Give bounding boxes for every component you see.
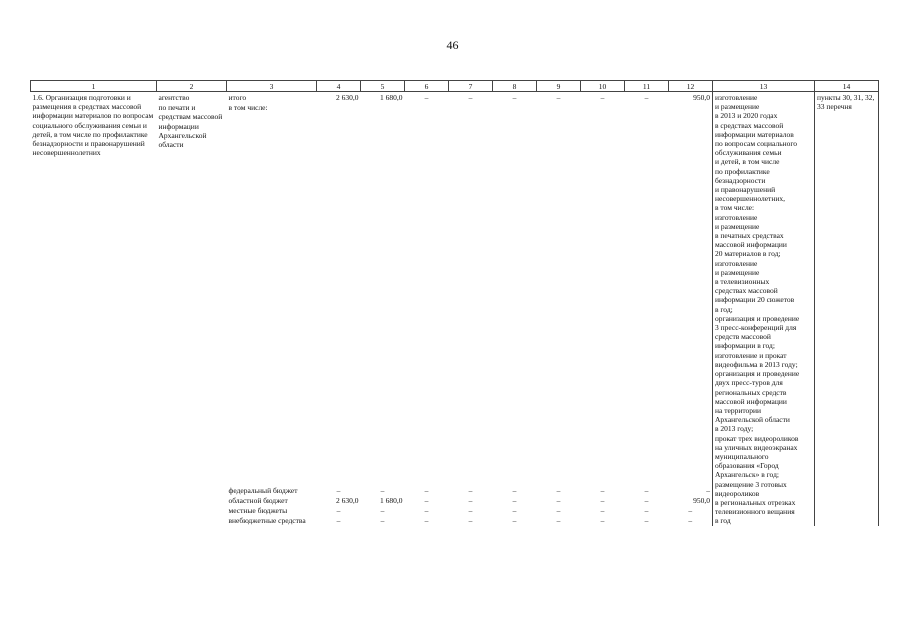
- result-line: 20 материалов в год;: [715, 249, 781, 259]
- column-header: 4: [317, 81, 361, 92]
- value-cell: –: [644, 93, 649, 102]
- result-line: массовой информации: [715, 396, 787, 406]
- value-cell: –: [512, 495, 517, 505]
- value-cell: [493, 102, 537, 485]
- result-line: обслуживания семьи: [715, 148, 782, 158]
- value-cell: –: [336, 485, 341, 495]
- value-cell: 1 680,0: [380, 93, 403, 102]
- result-line: Архангельск» в год;: [715, 470, 779, 480]
- value-cell: –: [600, 485, 605, 495]
- value-cell: –: [688, 506, 693, 516]
- result-line: в печатных средствах: [715, 231, 784, 241]
- value-cell: –: [644, 506, 649, 516]
- value-cell: –: [556, 485, 561, 495]
- result-line: и детей, в том числе: [715, 157, 780, 167]
- value-cell: 2 630,0: [336, 93, 359, 102]
- result-line: в региональных отрезках: [715, 497, 796, 507]
- value-cell: –: [468, 506, 473, 516]
- result-line: средств массовой: [715, 332, 771, 342]
- result-cell: [713, 92, 815, 526]
- activity-cell: 1.6. Организация подготовки и размещения в средствах массовой информации материалов по вопросам социального обслуживания семьи и детей, в том числе по профилактике безнадзорности и правонарушений несовершеннолетних: [32, 93, 154, 158]
- result-line: прокат трех видеороликов: [715, 433, 799, 443]
- value-cell: –: [336, 516, 341, 526]
- program-table-sheet: [30, 80, 878, 526]
- program-table: [30, 80, 879, 526]
- result-line: муниципального: [715, 451, 769, 461]
- column-header: 11: [625, 81, 669, 92]
- result-line: средствах массовой: [715, 286, 778, 296]
- result-line: телевизионного вещания: [715, 507, 795, 517]
- column-header: 9: [537, 81, 581, 92]
- result-line: образования «Город: [715, 461, 779, 471]
- value-cell: –: [644, 485, 649, 495]
- result-line: видеофильма в 2013 году;: [715, 359, 798, 369]
- value-cell: 950,0: [693, 93, 710, 102]
- column-header: 2: [157, 81, 227, 92]
- result-line: Архангельской области: [715, 415, 790, 425]
- value-cell: [449, 102, 493, 485]
- result-line: в том числе:: [715, 203, 755, 213]
- value-cell: [317, 102, 361, 485]
- value-cell: –: [380, 506, 385, 516]
- value-cell: –: [336, 506, 341, 516]
- value-cell: –: [512, 93, 517, 102]
- value-cell: 2 630,0: [336, 495, 359, 505]
- value-cell: 1 680,0: [380, 495, 403, 505]
- value-cell: –: [512, 485, 517, 495]
- value-cell: –: [424, 506, 429, 516]
- column-header: 6: [405, 81, 449, 92]
- value-cell: –: [706, 485, 710, 495]
- value-cell: –: [556, 506, 561, 516]
- value-cell: –: [600, 516, 605, 526]
- result-line: и размещение: [715, 267, 760, 277]
- value-cell: –: [380, 485, 385, 495]
- result-line: в 2013 году;: [715, 424, 754, 434]
- value-cell: –: [600, 93, 605, 102]
- source-label: областной бюджет: [228, 495, 288, 505]
- result-line: и размещение: [715, 221, 760, 231]
- value-cell: –: [424, 93, 429, 102]
- result-line: изготовление: [715, 93, 758, 102]
- value-cell: [405, 102, 449, 485]
- value-cell: –: [556, 516, 561, 526]
- value-cell: –: [512, 516, 517, 526]
- table-row: [31, 92, 879, 103]
- source-label: местные бюджеты: [228, 506, 288, 516]
- result-line: в год;: [715, 304, 733, 314]
- references-cell: пункты 30, 31, 32, 33 перечня: [815, 92, 879, 526]
- value-cell: –: [600, 495, 605, 505]
- column-header: 13: [713, 81, 815, 92]
- result-line: организация и проведение: [715, 313, 800, 323]
- value-cell: –: [468, 485, 473, 495]
- result-line: по профилактике: [715, 166, 770, 176]
- column-header: 8: [493, 81, 537, 92]
- result-line: несовершеннолетних,: [715, 194, 785, 204]
- column-header: 10: [581, 81, 625, 92]
- result-line: безнадзорности: [715, 175, 766, 185]
- source-label: в том числе:: [228, 103, 268, 113]
- value-cell: –: [644, 516, 649, 526]
- value-cell: –: [380, 516, 385, 526]
- result-line: массовой информации: [715, 240, 787, 250]
- value-cell: –: [424, 516, 429, 526]
- source-label: внебюджетные средства: [228, 516, 306, 526]
- value-cell: –: [556, 495, 561, 505]
- result-line: в телевизионных: [715, 277, 770, 287]
- result-line: в год: [715, 516, 731, 526]
- column-header: 12: [669, 81, 713, 92]
- result-line: видеороликов: [715, 488, 760, 498]
- value-cell: –: [688, 516, 693, 526]
- result-line: и размещение: [715, 102, 760, 112]
- result-line: и правонарушений: [715, 185, 776, 195]
- value-cell: –: [512, 506, 517, 516]
- executor-cell: агентство: [158, 93, 190, 102]
- value-cell: –: [424, 485, 429, 495]
- column-header: 14: [815, 81, 879, 92]
- result-line: в 2013 и 2020 годах: [715, 111, 778, 121]
- value-cell: [537, 102, 581, 485]
- result-line: на территории: [715, 405, 762, 415]
- result-line: 3 пресс-конференций для: [715, 323, 797, 333]
- result-line: региональных средств: [715, 387, 787, 397]
- result-line: размещение 3 готовых: [715, 479, 787, 489]
- value-cell: –: [424, 495, 429, 505]
- column-header: 5: [361, 81, 405, 92]
- value-cell: [361, 102, 405, 485]
- column-number-row: [31, 81, 879, 92]
- column-header: 3: [227, 81, 317, 92]
- value-cell: –: [468, 93, 473, 102]
- value-cell: [581, 102, 625, 485]
- result-line: изготовление: [715, 212, 758, 222]
- value-cell: –: [556, 93, 561, 102]
- value-cell: –: [468, 516, 473, 526]
- result-line: двух пресс-туров для: [715, 378, 783, 388]
- result-line: организация и проведение: [715, 369, 800, 379]
- value-cell: 950,0: [693, 495, 710, 505]
- page-number: 46: [446, 38, 459, 52]
- source-label: итого: [228, 93, 247, 102]
- column-header: 7: [449, 81, 493, 92]
- result-line: информации в год;: [715, 341, 775, 351]
- executor-cell: по печати и средствам массовой информации Архангельской области: [158, 103, 223, 150]
- result-line: изготовление: [715, 258, 758, 268]
- value-cell: –: [644, 495, 649, 505]
- value-cell: –: [468, 495, 473, 505]
- value-cell: [669, 102, 713, 485]
- value-cell: –: [600, 506, 605, 516]
- result-line: информации 20 сюжетов: [715, 295, 795, 305]
- result-line: информации материалов: [715, 129, 794, 139]
- column-header: 1: [31, 81, 157, 92]
- result-line: по вопросам социального: [715, 139, 798, 149]
- result-line: в средствах массовой: [715, 120, 784, 130]
- result-line: на уличных видеоэкранах: [715, 442, 798, 452]
- result-lines: [715, 93, 812, 526]
- result-line: изготовление и прокат: [715, 350, 787, 360]
- value-cell: [625, 102, 669, 485]
- source-label: федеральный бюджет: [228, 485, 298, 495]
